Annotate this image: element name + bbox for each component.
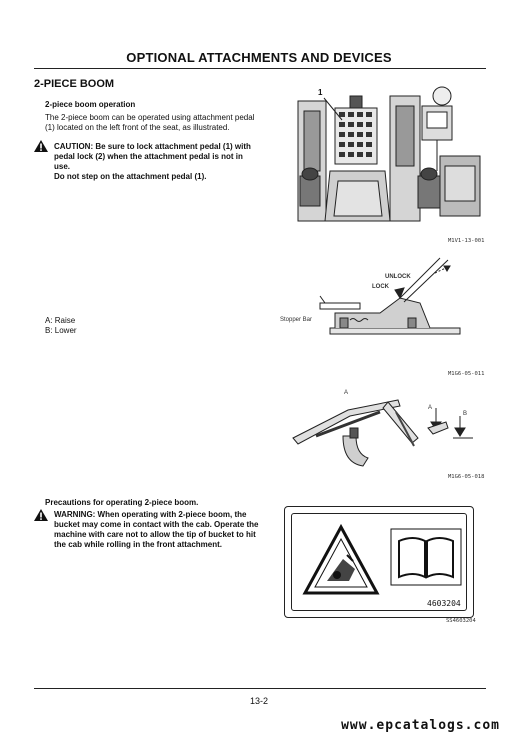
- fig1-code: M1V1-13-001: [448, 238, 485, 244]
- operation-text-line: (1) located on the left front of the seat, as illustrated.: [45, 123, 230, 132]
- fig2-unlock-label: UNLOCK: [385, 274, 411, 280]
- manual-book-icon: [391, 529, 461, 585]
- caution-line: CAUTION: Be sure to lock attachment pedal (1) with: [54, 142, 251, 151]
- page-number: 13-2: [249, 696, 268, 706]
- boom-illustration: [288, 388, 483, 473]
- fig2-lock-label: LOCK: [372, 284, 389, 290]
- watermark-url: www.epcatalogs.com: [341, 718, 500, 733]
- fig3-a-arrow-label: A: [428, 405, 433, 411]
- warning-line: machine with care not to allow the tip of bucket to hit: [54, 530, 256, 539]
- footer-rule: [34, 688, 486, 689]
- warning-line: the cab while rolling in the front attachment.: [54, 540, 223, 549]
- operation-heading: 2-piece boom operation: [45, 100, 136, 109]
- hazard-triangle-icon: [303, 525, 379, 595]
- fig3-a-label: A: [344, 390, 349, 396]
- operation-text-line: The 2-piece boom can be operated using attachment pedal: [45, 113, 255, 122]
- lower-label: B: Lower: [45, 326, 77, 335]
- fig3-code: M1G6-05-018: [448, 474, 485, 480]
- caution-line: Do not step on the attachment pedal (1).: [54, 172, 207, 181]
- label-part-number: 4603204: [427, 599, 461, 608]
- raise-lower-legend: [45, 316, 77, 336]
- cab-pedal-illustration: [290, 86, 490, 236]
- label-code: SS4603204: [446, 618, 476, 624]
- warning-line: WARNING: When operating with 2-piece boom, the: [54, 510, 247, 519]
- caution-line: pedal lock (2) when the attachment pedal is not in: [54, 152, 243, 161]
- fig2-stopper-label: Stopper Bar: [280, 317, 313, 323]
- page-title: OPTIONAL ATTACHMENTS AND DEVICES: [126, 50, 392, 65]
- warning-block: [54, 510, 259, 550]
- header-rule: [34, 68, 486, 69]
- fig1-callout: 1: [318, 88, 323, 97]
- warning-label-box: [284, 506, 474, 618]
- warning-line: bucket may come in contact with the cab. Operate the: [54, 520, 259, 529]
- pedal-lock-illustration: [300, 258, 460, 358]
- warning-icon: [34, 509, 48, 521]
- fig2-code: M1G6-05-011: [448, 371, 485, 377]
- raise-label: A: Raise: [45, 316, 76, 325]
- precautions-heading: Precautions for operating 2-piece boom.: [45, 498, 199, 507]
- section-title: 2-PIECE BOOM: [34, 78, 115, 90]
- caution-icon: [34, 140, 48, 152]
- operation-text: [45, 113, 254, 133]
- fig3-b-label: B: [463, 411, 468, 417]
- caution-line: use.: [54, 162, 71, 171]
- caution-block: [54, 142, 251, 182]
